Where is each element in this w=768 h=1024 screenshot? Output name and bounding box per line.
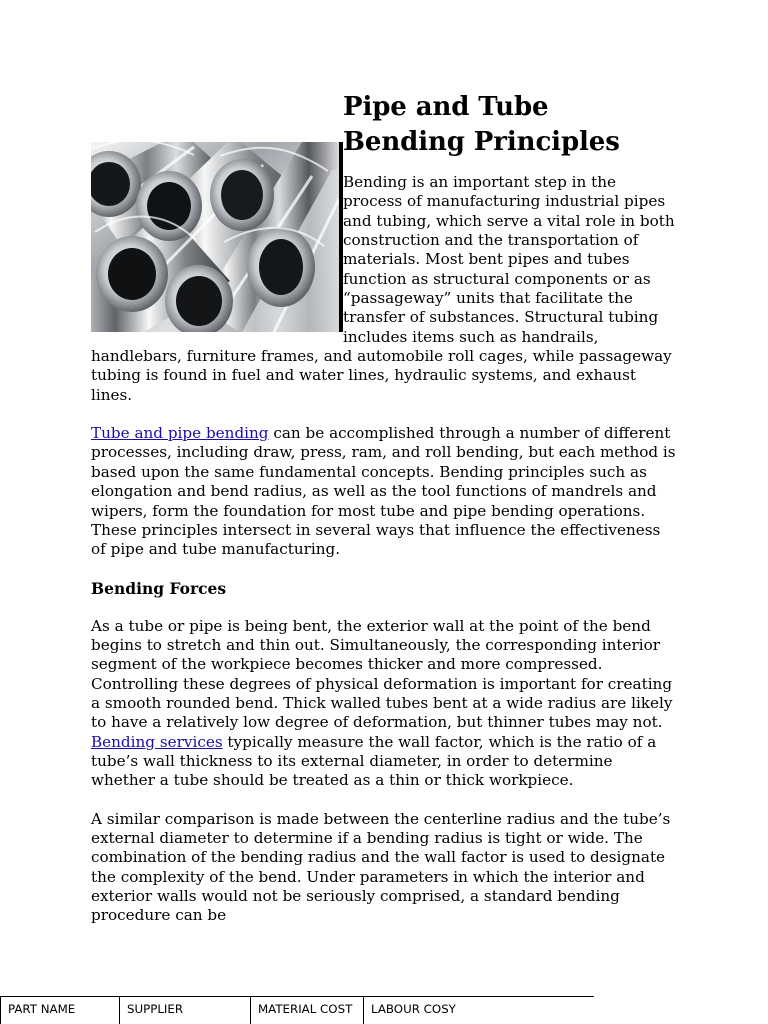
cost-table [0,996,594,1024]
bending-process-paragraph [91,424,677,559]
intro-paragraph: Bending is an important step in the process of manufacturing industrial pipes and tubing, which serve a vital role in both construction and the transportation of materials. Most bent pipes and tubes function as structural components or as “passageway” units that facilitate the transfer of substances. Structural tubing includes items such as handrails, handlebars, furniture frames, and automobile roll cages, while passageway tubing is found in fuel and water lines, hydraulic systems, and exhaust lines. [91,173,675,404]
supplier-column-header: SUPPLIER [120,997,251,1024]
article-content [91,90,677,945]
bending-forces-heading: Bending Forces [91,578,227,598]
bending-forces-paragraph-text-start: As a tube or pipe is being bent, the exterior wall at the point of the bend begins to stretch and thin out. Simultaneously, the corresponding interior segment of the workpiece becomes thicker and more compressed. Controlling these degrees of physical deformation is important for creating a smooth rounded bend. Thick walled tubes bent at a wide radius are likely to have a relatively low degree of deformation, but thinner tubes may not. [91,616,673,732]
table-header-row [1,997,595,1024]
bending-forces-paragraph-text-end: typically measure the wall factor, which is the ratio of a tube’s wall thickness to its external diameter, in order to determine whether a tube should be treated as a thin or thick workpiece. [91,732,657,790]
bending-services-link[interactable]: Bending services [91,732,223,751]
material-cost-column-header: MATERIAL COST [251,997,364,1024]
bending-forces-paragraph [91,617,677,791]
centerline-radius-paragraph: A similar comparison is made between the centerline radius and the tube’s external diameter to determine if a bending radius is tight or wide. The combination of the bending radius and the wall factor is used to designate the complexity of the bend. Under parameters in which the interior and exterior walls would not be seriously comprised, a standard bending procedure can be [91,809,671,925]
labour-cosy-column-header: LABOUR COSY [364,997,595,1024]
parts-cost-table [0,996,594,1024]
steel-pipes-image [91,142,343,332]
tube-and-pipe-bending-link[interactable]: Tube and pipe bending [91,424,269,443]
bending-process-paragraph-text: can be accomplished through a number of different processes, including draw, press, ram, and roll bending, but each method is based upon the same fundamental concepts. Bending principles such as elongation and bend radius, as well as the tool functions of mandrels and wipers, form the foundation for most tube and pipe bending operations. These principles intersect in several ways that influence the effectiveness of pipe and tube manufacturing. [91,424,676,559]
page-title: Pipe and Tube Bending Principles [343,92,620,157]
part-name-column-header: PART NAME [1,997,120,1024]
image-right-edge [339,142,343,332]
